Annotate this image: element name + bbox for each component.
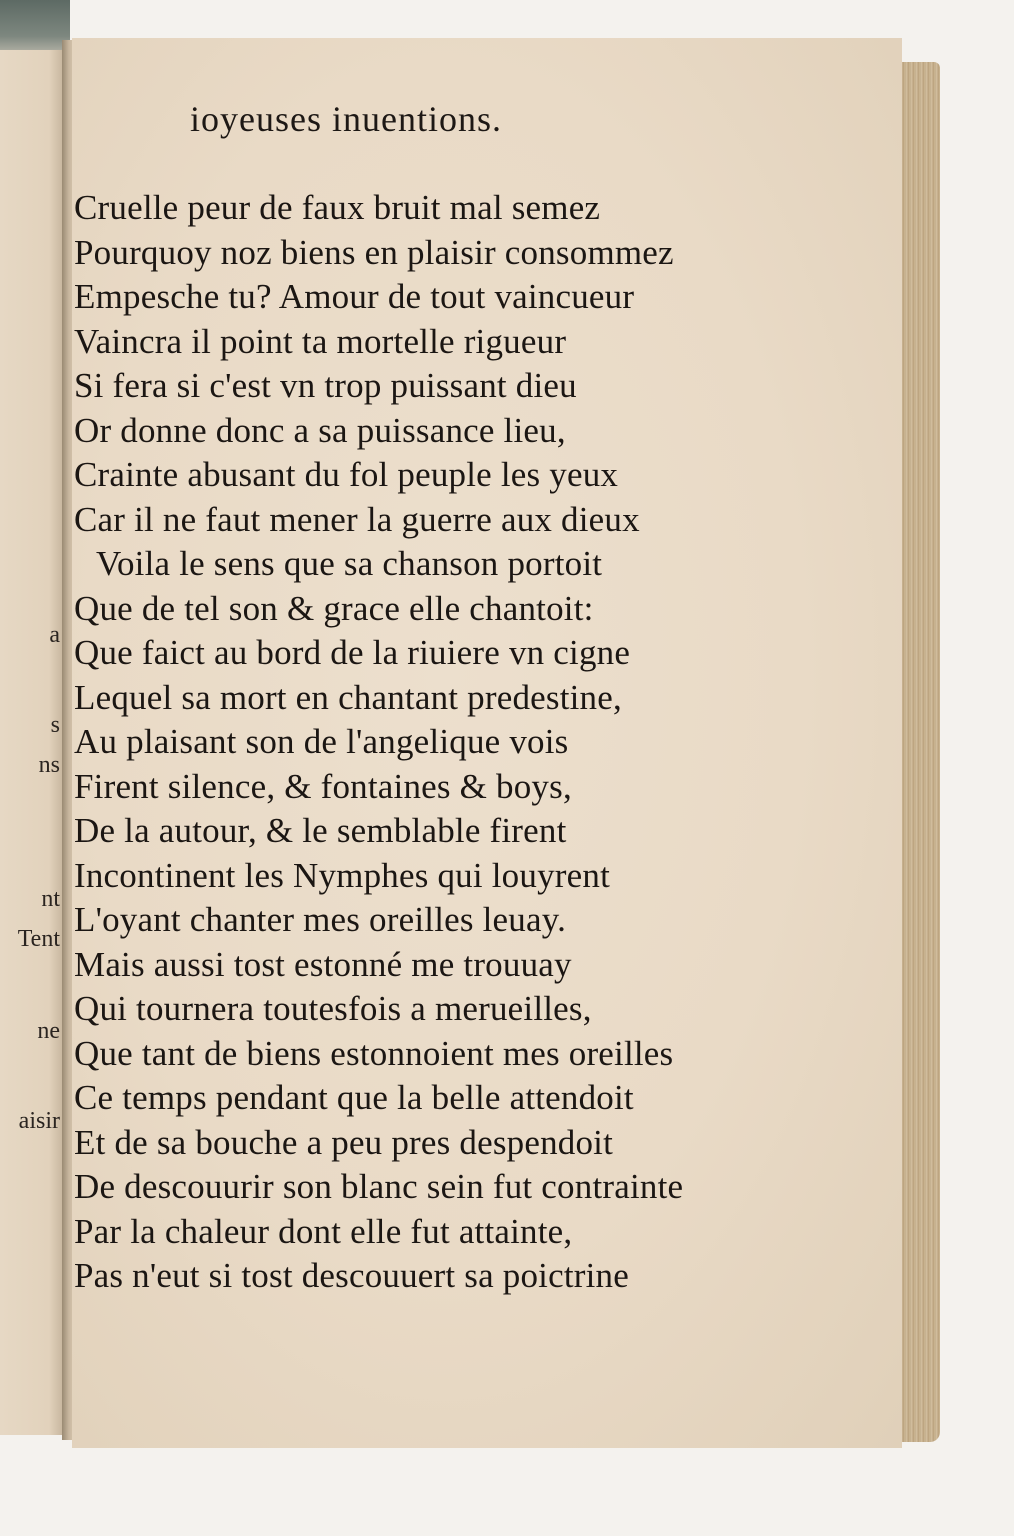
verse-block: [74, 186, 774, 1299]
left-page-fragment: a: [49, 622, 60, 648]
verse-line: Vaincra il point ta mortelle rigueur: [74, 321, 567, 361]
running-head: ioyeuses inuentions.: [190, 99, 502, 139]
verse-line: Pourquoy noz biens en plaisir consommez: [74, 232, 674, 272]
verse-line: De la autour, & le semblable firent: [74, 811, 567, 850]
left-page-fragment: s: [50, 712, 60, 738]
left-page-edge: [0, 50, 70, 1435]
verse-line: Or donne donc a sa puissance lieu,: [74, 410, 566, 450]
verse-line: Pas n'eut si tost descouuert sa poictrine: [74, 1256, 629, 1295]
verse-line: Voila le sens que sa chanson portoit: [96, 544, 603, 583]
verse-line: De descouurir son blanc sein fut contrainte: [74, 1167, 684, 1206]
verse-line: Au plaisant son de l'angelique vois: [74, 722, 569, 761]
verse-line: Car il ne faut mener la guerre aux dieux: [74, 499, 640, 539]
verse-line: Si fera si c'est vn trop puissant dieu: [74, 366, 577, 405]
verse-line: Empesche tu? Amour de tout vaincueur: [74, 277, 635, 316]
verse-line: Ce temps pendant que la belle attendoit: [74, 1078, 634, 1117]
left-page-fragment: ns: [38, 752, 60, 778]
left-page-fragment: nt: [41, 886, 60, 912]
left-page-fragment: Tent: [17, 926, 60, 952]
verse-line: Que de tel son & grace elle chantoit:: [74, 588, 594, 628]
left-page-fragment: ne: [37, 1018, 60, 1044]
verse-line: Incontinent les Nymphes qui louyrent: [74, 855, 610, 895]
verse-line: Et de sa bouche a peu pres despendoit: [74, 1122, 614, 1162]
verse-line: L'oyant chanter mes oreilles leuay.: [74, 900, 567, 939]
page-edges: [900, 62, 940, 1442]
verse-line: Mais aussi tost estonné me trouuay: [74, 944, 572, 984]
verse-line: Que tant de biens estonnoient mes oreilles: [74, 1033, 674, 1073]
verse-line: Cruelle peur de faux bruit mal semez: [74, 188, 601, 227]
verse-line: Qui tournera toutesfois a merueilles,: [74, 989, 592, 1028]
right-page: [72, 38, 902, 1448]
verse-line: Que faict au bord de la riuiere vn cigne: [74, 633, 631, 672]
verse-line: Lequel sa mort en chantant predestine,: [74, 677, 622, 717]
verse-line: Par la chaleur dont elle fut attainte,: [74, 1211, 573, 1251]
verse-line: Firent silence, & fontaines & boys,: [74, 766, 572, 806]
left-page-fragment: aisir: [18, 1108, 60, 1134]
verse-line: Crainte abusant du fol peuple les yeux: [74, 455, 619, 494]
